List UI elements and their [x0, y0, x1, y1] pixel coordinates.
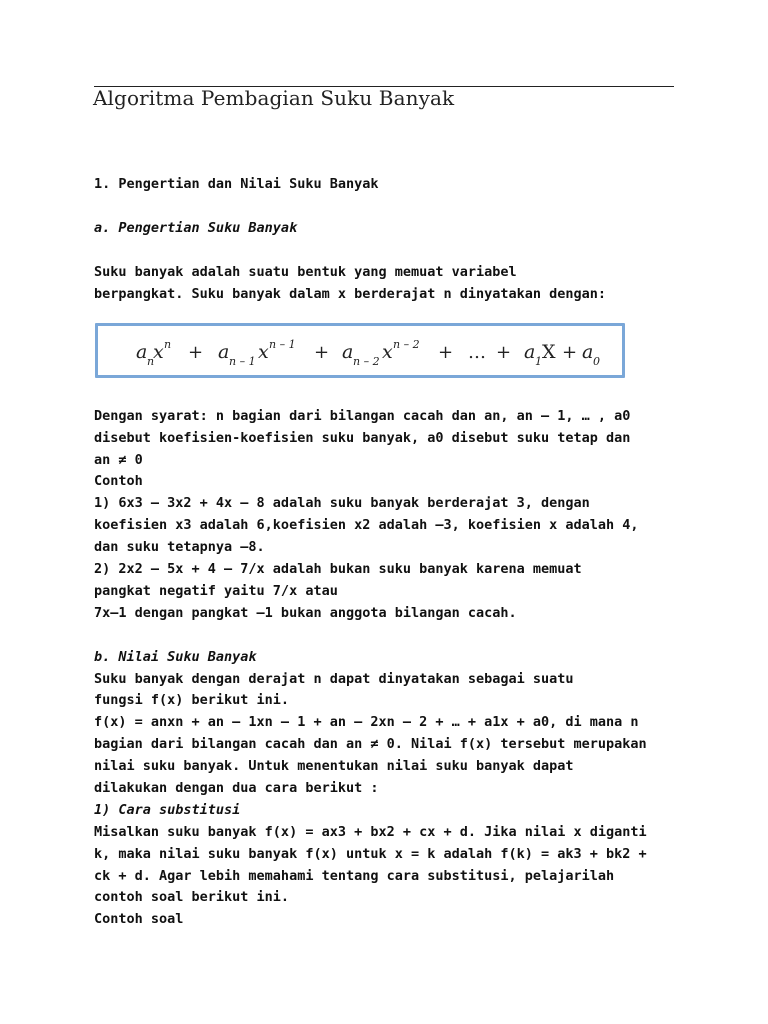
- formula-t3-base: a: [342, 341, 354, 363]
- formula-t3-sub: n – 2: [353, 355, 380, 368]
- paragraph-line: 1) 6x3 – 3x2 + 4x – 8 adalah suku banyak berderajat 3, dengan: [94, 495, 590, 511]
- formula-ellipsis: …: [468, 342, 486, 363]
- formula-t2-var: x: [258, 341, 269, 363]
- paragraph-line: Misalkan suku banyak f(x) = ax3 + bx2 + cx + d. Jika nilai x diganti: [94, 824, 647, 840]
- paragraph-line: disebut koefisien-koefisien suku banyak, a0 disebut suku tetap dan: [94, 430, 631, 446]
- paragraph-line: 7x–1 dengan pangkat –1 bukan anggota bilangan cacah.: [94, 605, 517, 621]
- formula-t4-var: X: [542, 341, 556, 363]
- paragraph-line: nilai suku banyak. Untuk menentukan nilai suku banyak dapat: [94, 758, 574, 774]
- subheading-b: b. Nilai Suku Banyak: [94, 649, 257, 665]
- paragraph-line: fungsi f(x) berikut ini.: [94, 692, 290, 708]
- formula-t1-var: x: [153, 341, 164, 363]
- formula-plus: +: [496, 342, 512, 363]
- formula-t2-base: a: [218, 341, 230, 363]
- formula-t3-var: x: [382, 341, 393, 363]
- paragraph-line: Contoh soal: [94, 911, 184, 927]
- paragraph-line: contoh soal berikut ini.: [94, 889, 290, 905]
- formula-t4-sub: 1: [535, 355, 542, 368]
- formula-plus: +: [562, 342, 578, 363]
- formula-t3-sup: n – 2: [393, 338, 420, 351]
- paragraph-line: Suku banyak adalah suatu bentuk yang memuat variabel: [94, 264, 517, 280]
- polynomial-formula-box: [95, 323, 625, 378]
- paragraph-line: Suku banyak dengan derajat n dapat dinyatakan sebagai suatu: [94, 671, 574, 687]
- paragraph-line: Contoh: [94, 473, 143, 489]
- formula-plus: +: [314, 342, 330, 363]
- formula-t5-base: a: [582, 341, 594, 363]
- paragraph-line: dilakukan dengan dua cara berikut :: [94, 780, 379, 796]
- paragraph-line: koefisien x3 adalah 6,koefisien x2 adalah –3, koefisien x adalah 4,: [94, 517, 639, 533]
- paragraph-line: berpangkat. Suku banyak dalam x berderajat n dinyatakan dengan:: [94, 286, 607, 302]
- paragraph-line: pangkat negatif yaitu 7/x atau: [94, 583, 338, 599]
- formula-t1-sub: n: [147, 355, 155, 368]
- paragraph-line: an ≠ 0: [94, 452, 143, 468]
- subheading-a: a. Pengertian Suku Banyak: [94, 220, 298, 236]
- document-title: Algoritma Pembagian Suku Banyak: [93, 86, 455, 110]
- paragraph-line: Dengan syarat: n bagian dari bilangan cacah dan an, an – 1, … , a0: [94, 408, 631, 424]
- paragraph-line: bagian dari bilangan cacah dan an ≠ 0. Nilai f(x) tersebut merupakan: [94, 736, 647, 752]
- formula-t2-sup: n – 1: [269, 338, 296, 351]
- formula-t5-sub: 0: [593, 355, 600, 368]
- paragraph-line: dan suku tetapnya –8.: [94, 539, 265, 555]
- subheading-b1: 1) Cara substitusi: [94, 802, 241, 818]
- paragraph-line: ck + d. Agar lebih memahami tentang cara substitusi, pelajarilah: [94, 868, 615, 884]
- section-heading-1: 1. Pengertian dan Nilai Suku Banyak: [94, 176, 379, 192]
- paragraph-line: k, maka nilai suku banyak f(x) untuk x = k adalah f(k) = ak3 + bk2 +: [94, 846, 647, 862]
- paragraph-line: 2) 2x2 – 5x + 4 – 7/x adalah bukan suku banyak karena memuat: [94, 561, 582, 577]
- formula-t2-sub: n – 1: [229, 355, 256, 368]
- formula-t4-base: a: [524, 341, 536, 363]
- formula-plus: +: [438, 342, 454, 363]
- paragraph-line: f(x) = anxn + an – 1xn – 1 + an – 2xn – 2 + … + a1x + a0, di mana n: [94, 714, 639, 730]
- formula-plus: +: [188, 342, 204, 363]
- polynomial-formula: [98, 326, 622, 375]
- formula-t1-sup: n: [164, 338, 172, 351]
- formula-t1-base: a: [136, 341, 148, 363]
